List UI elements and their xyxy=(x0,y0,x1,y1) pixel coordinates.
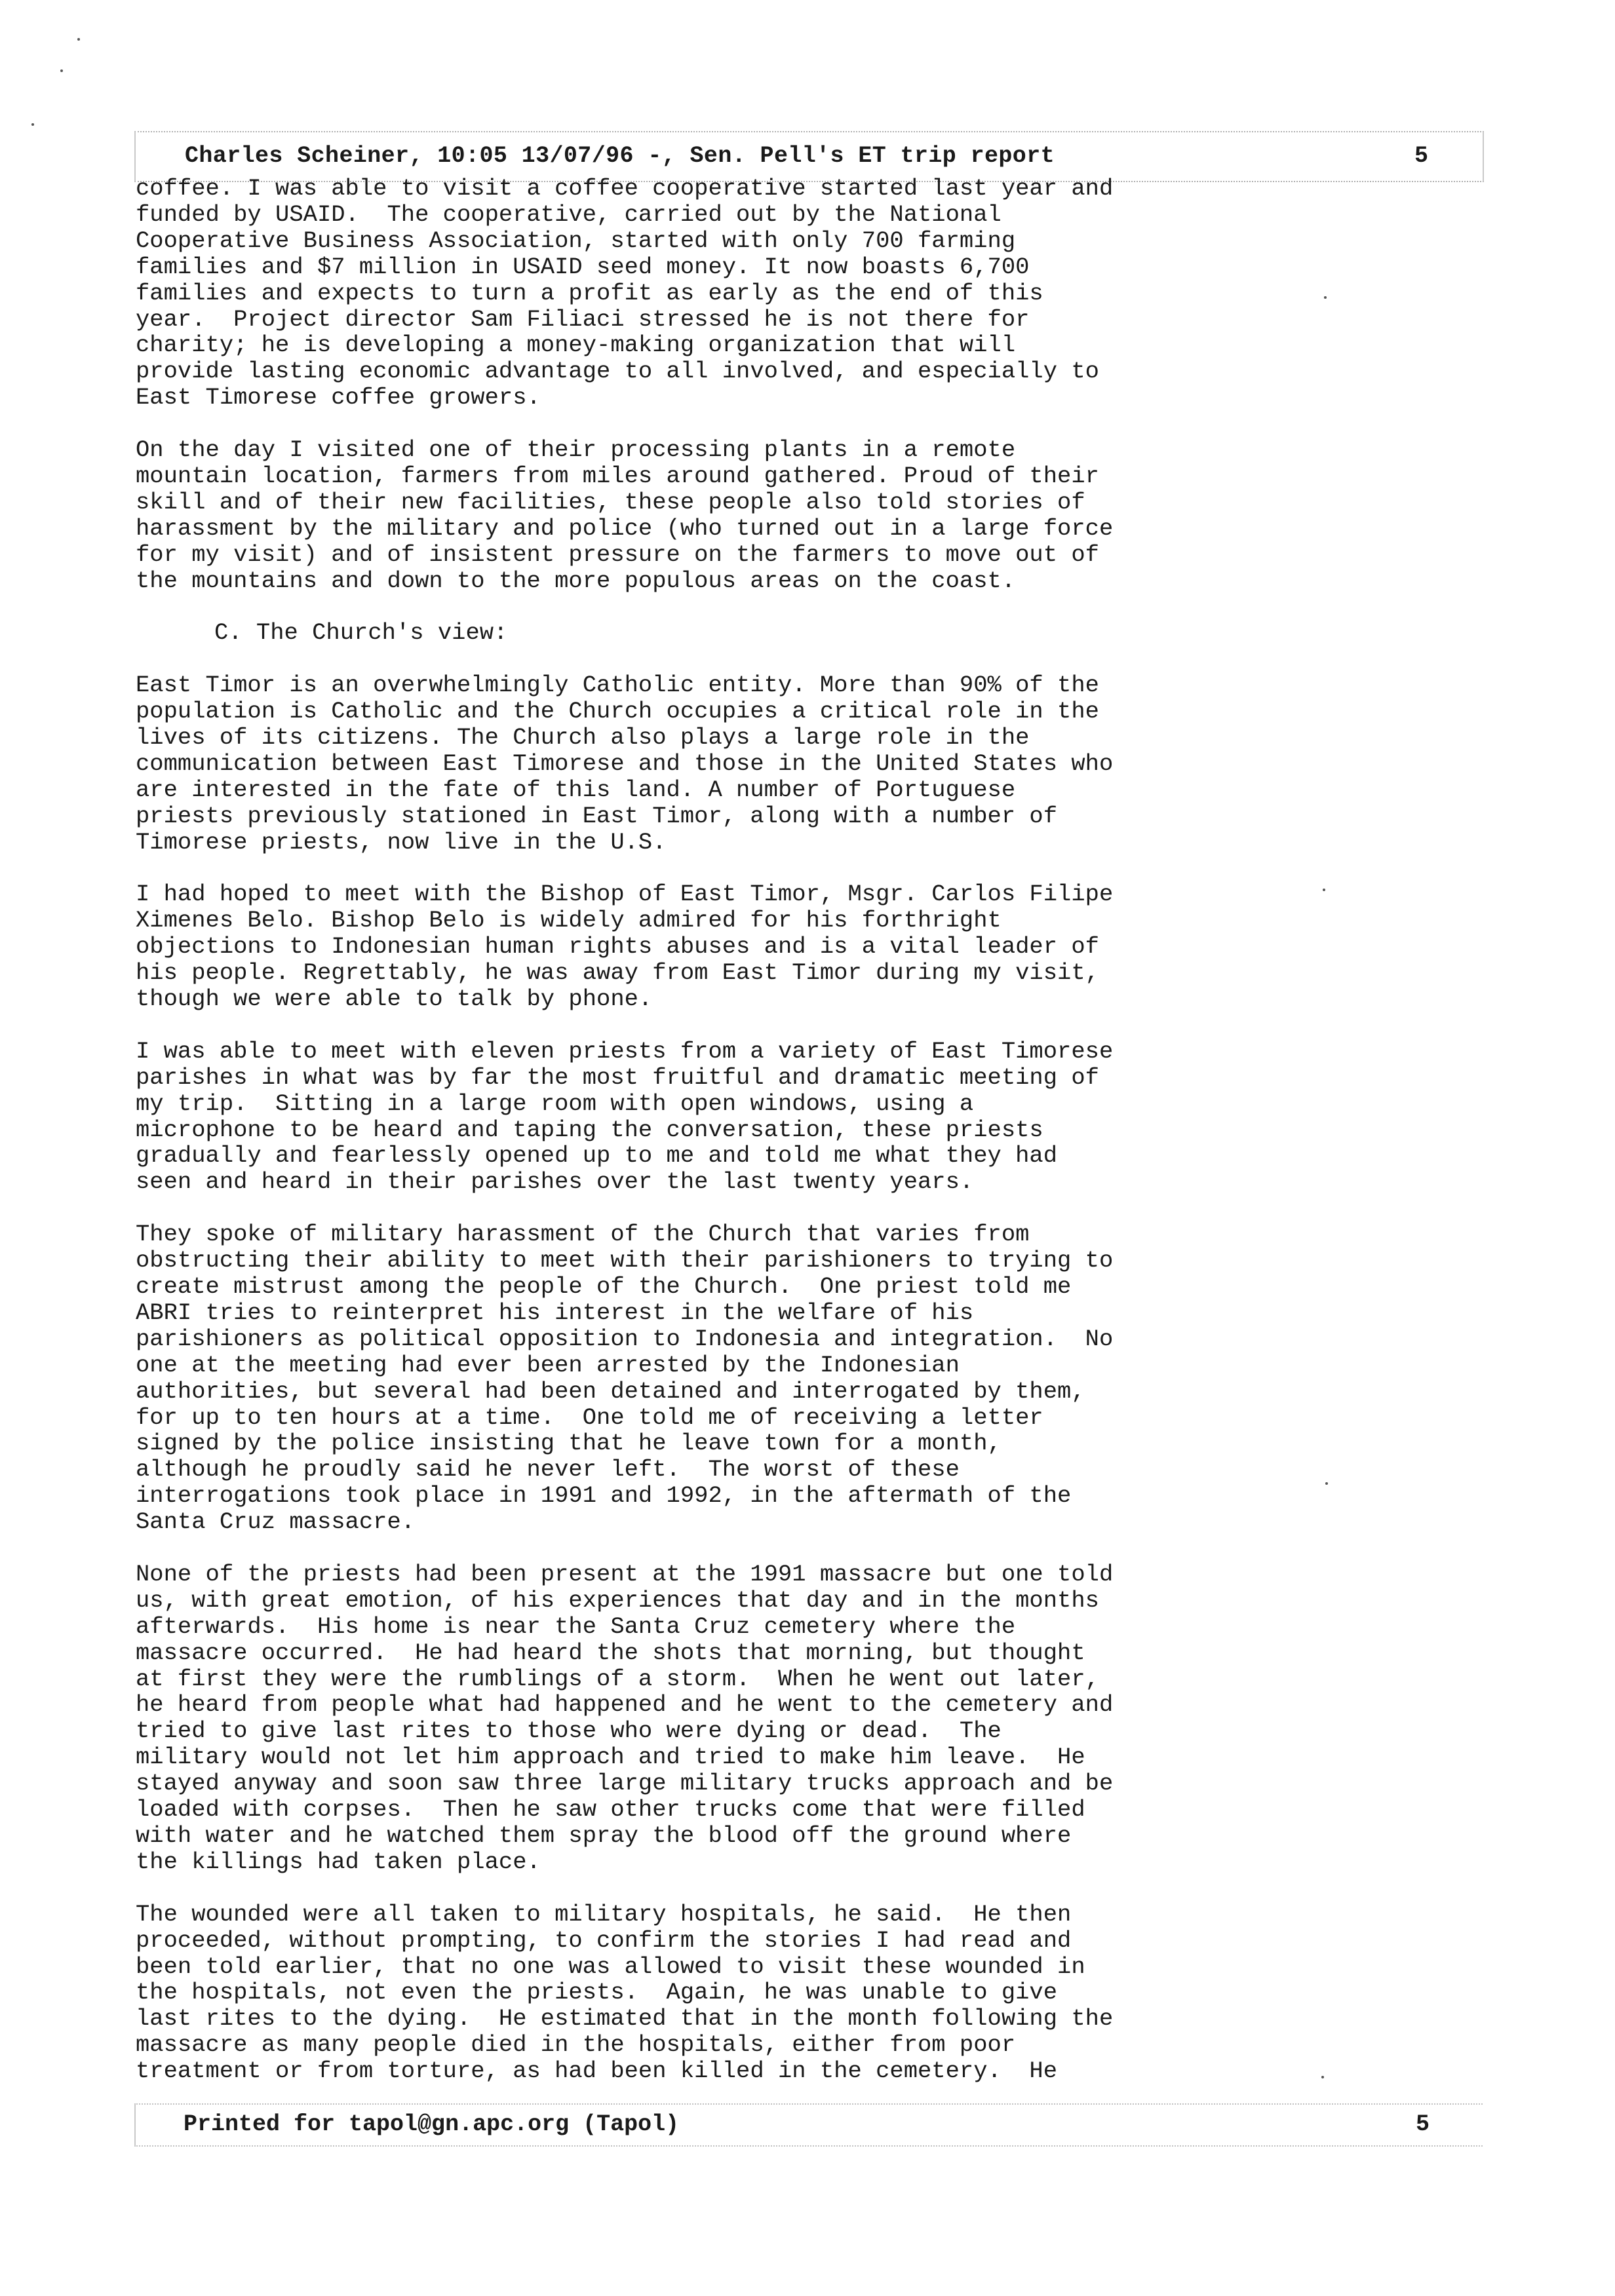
paragraph: I was able to meet with eleven priests from a variety of East Timorese parishes in what was by far the most fruitful and dramatic meeting of my trip. Sitting in a large room with open windows, using a microphone to be heard and taping the conversation, these priests gradually and fearlessly opened up to me and told me what they had seen and heard in their parishes over the last twenty years. xyxy=(136,1037,1114,1196)
header-page-number: 5 xyxy=(1414,143,1429,169)
paragraph: coffee. I was able to visit a coffee cooperative started last year and funded by USAID. The cooperative, carried out by the National Cooperative Business Association, started with only 700 farming families and $7 million in USAID seed money. It now boasts 6,700 families and expects to turn a profit as early as the end of this year. Project director Sam Filiaci stressed he is not there for charity; he is developing a money-making organization that will provide lasting economic advantage to all involved, and especially to East Timorese coffee growers. xyxy=(136,175,1114,411)
scan-speck xyxy=(1323,889,1325,891)
scan-speck xyxy=(77,38,80,41)
scan-speck xyxy=(60,69,63,72)
paragraph: On the day I visited one of their processing plants in a remote mountain location, farmers from miles around gathered. Proud of their skill and of their new facilities, these people also told stories of harassment by the military and police (who turned out in a large force for my visit) and of insistent pressure on the farmers to move out of the mountains and down to the more populous areas on the coast. xyxy=(136,436,1114,594)
scan-speck xyxy=(1324,296,1327,299)
scan-speck xyxy=(1321,2076,1324,2078)
paragraph: None of the priests had been present at the 1991 massacre but one told us, with great emotion, of his experiences that day and in the months afterwards. His home is near the Santa Cruz cemetery where the massacre occurred. He had heard the shots that morning, but thought at first they were the rumblings of a storm. When he went out later, he heard from people what had happened and he went to the cemetery and tried to give last rites to those who were dying or dead. The military would not let him approach and tried to make him leave. He stayed anyway and soon saw three large military trucks approach and be loaded with corpses. Then he saw other trucks come that were filled with water and he watched them spray the blood off the ground where the killings had taken place. xyxy=(136,1560,1114,1875)
scan-speck xyxy=(31,123,34,126)
footer-page-number: 5 xyxy=(1416,2111,1430,2137)
scan-speck xyxy=(1325,1482,1328,1485)
paragraph: I had hoped to meet with the Bishop of East Timor, Msgr. Carlos Filipe Ximenes Belo. Bishop Belo is widely admired for his forthright objections to Indonesian human rights abuses and is a vital leader of his people. Regrettably, he was away from East Timor during my visit, though we were able to talk by phone. xyxy=(136,881,1114,1013)
document-body xyxy=(136,176,1381,2111)
header-title: Charles Scheiner, 10:05 13/07/96 -, Sen. Pell's ET trip report xyxy=(185,143,1055,169)
paragraph: East Timor is an overwhelmingly Catholic entity. More than 90% of the population is Catholic and the Church occupies a critical role in the lives of its citizens. The Church also plays a large role in the communication between East Timorese and those in the United States who are interested in the fate of this land. A number of Portuguese priests previously stationed in East Timor, along with a number of Timorese priests, now live in the U.S. xyxy=(136,672,1114,856)
footer-printed-for: Printed for tapol@gn.apc.org (Tapol) xyxy=(184,2111,680,2137)
paragraph: They spoke of military harassment of the Church that varies from obstructing their ability to meet with their parishioners to trying to create mistrust among the people of the Church. One priest told me ABRI tries to reinterpret his interest in the welfare of his parishioners as political opposition to Indonesia and integration. No one at the meeting had ever been arrested by the Indonesian authorities, but several had been detained and interrogated by them, for up to ten hours at a time. One told me of receiving a letter signed by the police insisting that he leave town for a month, although he proudly said he never left. The worst of these interrogations took place in 1991 and 1992, in the aftermath of the Santa Cruz massacre. xyxy=(136,1221,1114,1536)
paragraph: The wounded were all taken to military hospitals, he said. He then proceeded, without prompting, to confirm the stories I had read and been told earlier, that no one was allowed to visit these wounded in the hospitals, not even the priests. Again, he was unable to give last rites to the dying. He estimated that in the month following the massacre as many people died in the hospitals, either from poor treatment or from torture, as had been killed in the cemetery. He xyxy=(136,1900,1114,2085)
section-heading: C. The Church's view: xyxy=(214,619,508,647)
